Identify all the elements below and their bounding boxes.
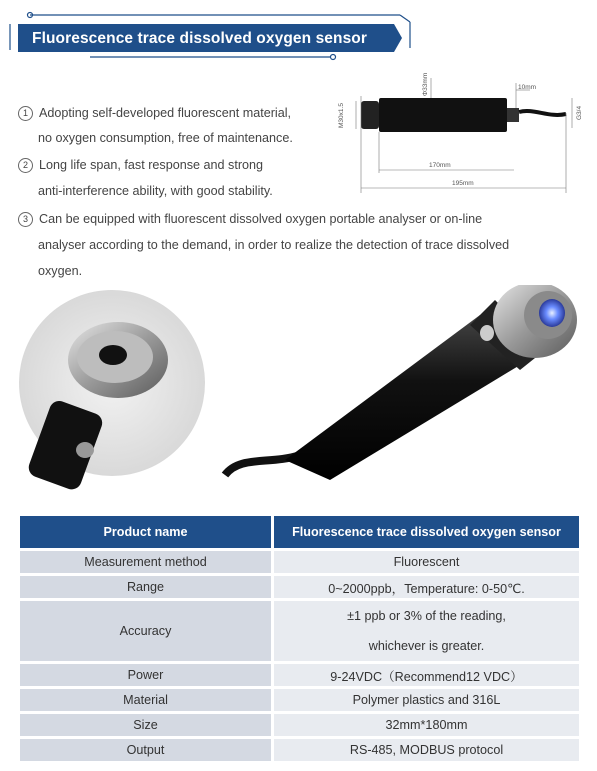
feature-item-3 xyxy=(18,212,482,227)
feature-text: Can be equipped with fluorescent dissolved oxygen portable analyser or on-line xyxy=(39,212,483,226)
table-row xyxy=(20,714,579,736)
feature-text: analyser according to the demand, in order to realize the detection of trace dissolved xyxy=(38,238,510,252)
feature-item-1 xyxy=(18,106,291,121)
table-row xyxy=(20,689,579,711)
sensor-outline-diagram xyxy=(334,68,594,198)
spec-key: Accuracy xyxy=(20,601,271,661)
table-header-row xyxy=(20,516,579,548)
feature-text: Long life span, fast response and strong xyxy=(39,158,264,172)
spec-value-line: ±1 ppb or 3% of the reading, xyxy=(347,609,506,623)
table-header-cell: Fluorescence trace dissolved oxygen sensor xyxy=(274,516,579,548)
spec-value: 32mm*180mm xyxy=(274,714,579,736)
feature-text: Adopting self-developed fluorescent material, xyxy=(39,106,292,120)
number-badge: 3 xyxy=(18,212,33,227)
spec-key: Measurement method xyxy=(20,551,271,573)
spec-key: Size xyxy=(20,714,271,736)
product-photos xyxy=(0,285,597,505)
feature-text: anti-interference ability, with good stability. xyxy=(38,184,273,198)
number-badge: 2 xyxy=(18,158,33,173)
table-row xyxy=(20,664,579,686)
feature-text: oxygen. xyxy=(38,264,83,278)
body-length-label: 170mm xyxy=(429,162,451,169)
spec-key: Power xyxy=(20,664,271,686)
number-badge: 1 xyxy=(18,106,33,121)
diameter-label: Φ33mm xyxy=(422,72,429,96)
spec-value: 0~2000ppb，Temperature: 0-50℃. xyxy=(274,576,579,598)
thread-label: M30x1.5 xyxy=(338,103,345,128)
spec-table xyxy=(17,513,582,764)
dimension-drawing xyxy=(334,68,594,198)
feature-item-2 xyxy=(18,158,263,173)
table-row xyxy=(20,739,579,761)
spec-value: Polymer plastics and 316L xyxy=(274,689,579,711)
sensor-photo xyxy=(0,285,597,505)
spec-value xyxy=(274,601,579,661)
table-header-cell: Product name xyxy=(20,516,271,548)
cable-label: 10mm xyxy=(518,84,537,91)
spec-key: Range xyxy=(20,576,271,598)
g-thread-label: G3/4 xyxy=(576,105,583,120)
spec-value: 9-24VDC（Recommend12 VDC） xyxy=(274,664,579,686)
spec-value: RS-485, MODBUS protocol xyxy=(274,739,579,761)
spec-key: Material xyxy=(20,689,271,711)
spec-key: Output xyxy=(20,739,271,761)
table-row xyxy=(20,601,579,661)
header-banner xyxy=(0,0,597,70)
total-length-label: 195mm xyxy=(452,180,474,187)
spec-value-line: whichever is greater. xyxy=(368,639,485,653)
page-title: Fluorescence trace dissolved oxygen sensor xyxy=(32,30,368,47)
table-row xyxy=(20,551,579,573)
table-row xyxy=(20,576,579,598)
feature-text: no oxygen consumption, free of maintenance. xyxy=(38,131,293,145)
spec-value: Fluorescent xyxy=(274,551,579,573)
